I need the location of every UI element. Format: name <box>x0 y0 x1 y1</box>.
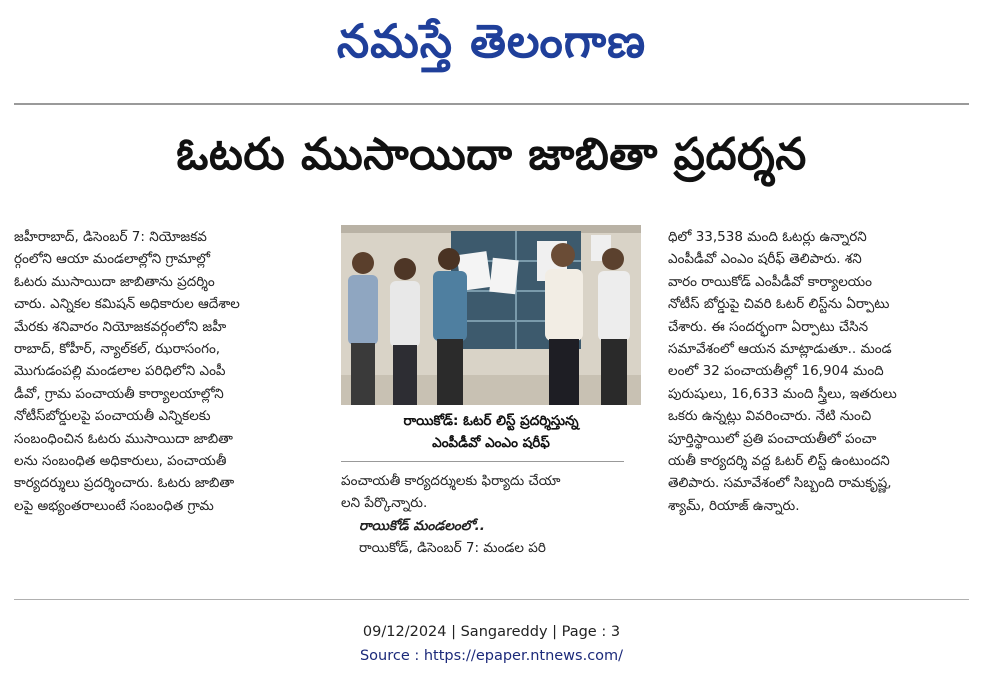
text-line: పూర్తిస్థాయిలో ప్రతి పంచాయతీలో పంచా <box>668 430 877 447</box>
text-line: సమావేశంలో ఆయన మాట్లాడుతూ.. మండ <box>668 341 892 358</box>
section-subhead: రాయికోడ్ మండలంలో.. <box>359 517 485 534</box>
text-line: లను సంబంధిత అధికారులు, పంచాయతీ <box>14 453 227 470</box>
text-line: చారు. ఎన్నికల కమిషన్ అధికారుల ఆదేశాల <box>14 296 240 313</box>
text-line: మొగుడంపల్లి మండలాల పరిధిలోని ఎంపీ <box>14 363 226 380</box>
text-line: శ్యామ్, రియాజ్ ఉన్నారు. <box>668 497 800 514</box>
caption-divider <box>341 461 624 462</box>
text-line: సంబంధించిన ఓటరు ముసాయిదా జాబితా <box>14 430 233 447</box>
text-line: యతీ కార్యదర్శి వద్ద ఓటర్ లిస్ట్ ఉంటుందని <box>668 453 890 470</box>
text-line: వారం రాయికోడ్ ఎంపీడీవో కార్యాలయం <box>668 273 873 290</box>
text-line: ఎంపీడీవో ఎంఎం షరీఫ్ తెలిపారు. శని <box>668 251 862 268</box>
footer-source-link[interactable]: Source : https://epaper.ntnews.com/ <box>359 648 624 664</box>
newspaper-masthead: నమస్తే తెలంగాణ <box>336 14 647 68</box>
article-photo <box>341 225 641 405</box>
text-line: నోటీస్‌బోర్డులపై పంచాయతీ ఎన్నికలకు <box>14 408 211 425</box>
text-line: రాబాద్, కోహీర్, న్యాల్‌కల్, ఝరాసంగం, <box>14 341 221 358</box>
text-line: జహీరాబాద్, డిసెంబర్ 7: నియోజకవ <box>14 229 207 245</box>
text-line: పురుషులు, 16,633 మంది స్త్రీలు, ఇతరులు <box>668 385 897 402</box>
text-line: నోటీస్ బోర్డుపై చివరి ఓటర్ లిస్ట్‌ను ఏర్పాటు <box>668 296 890 313</box>
caption-line: రాయికోడ్: ఓటర్ లిస్ట్ ప్రదర్శిస్తున్న <box>403 413 579 429</box>
text-line: ఒకరు ఉన్నట్లు వివరించారు. నేటి నుంచి <box>668 408 872 425</box>
article-column-1 <box>14 226 332 517</box>
text-line: ధిలో 33,538 మంది ఓటర్లు ఉన్నారని <box>668 229 867 245</box>
bottom-divider <box>14 599 969 600</box>
text-line: రాయికోడ్, డిసెంబర్ 7: మండల పరి <box>359 540 546 557</box>
article-column-2 <box>341 470 641 560</box>
caption-line: ఎంపీడీవో ఎంఎం షరీఫ్ <box>432 435 550 451</box>
text-line: చేశారు. ఈ సందర్భంగా ఏర్పాటు చేసిన <box>668 318 869 335</box>
text-line: తెలిపారు. సమావేశంలో సిబ్బంది రామకృష్ణ, <box>668 475 892 492</box>
text-line: ర్గంలోని ఆయా మండలాల్లోని గ్రామాల్లో <box>14 251 211 268</box>
article-headline: ఓటరు ముసాయిదా జాబితా ప్రదర్శన <box>176 129 807 180</box>
text-line: పంచాయతీ కార్యదర్శులకు ఫిర్యాదు చేయా <box>341 473 561 489</box>
text-line: కార్యదర్శులు ప్రదర్శించారు. ఓటరు జాబితా <box>14 475 235 492</box>
photo-caption <box>341 410 641 454</box>
text-line: లంలో 32 పంచాయతీల్లో 16,904 మంది <box>668 363 884 380</box>
text-line: ఓటరు ముసాయిదా జాబితాను ప్రదర్శిం <box>14 273 215 290</box>
footer-date-page: 09/12/2024 | Sangareddy | Page : 3 <box>362 624 621 640</box>
text-line: డీవో, గ్రామ పంచాయతీ కార్యాలయాల్లోని <box>14 385 224 402</box>
text-line: మేరకు శనివారం నియోజకవర్గంలోని జహీ <box>14 318 227 335</box>
text-line: లపై అభ్యంతరాలుంటే సంబంధిత గ్రామ <box>14 497 214 514</box>
top-divider <box>14 103 969 105</box>
article-column-3 <box>668 226 970 517</box>
text-line: లని పేర్కొన్నారు. <box>341 495 428 512</box>
